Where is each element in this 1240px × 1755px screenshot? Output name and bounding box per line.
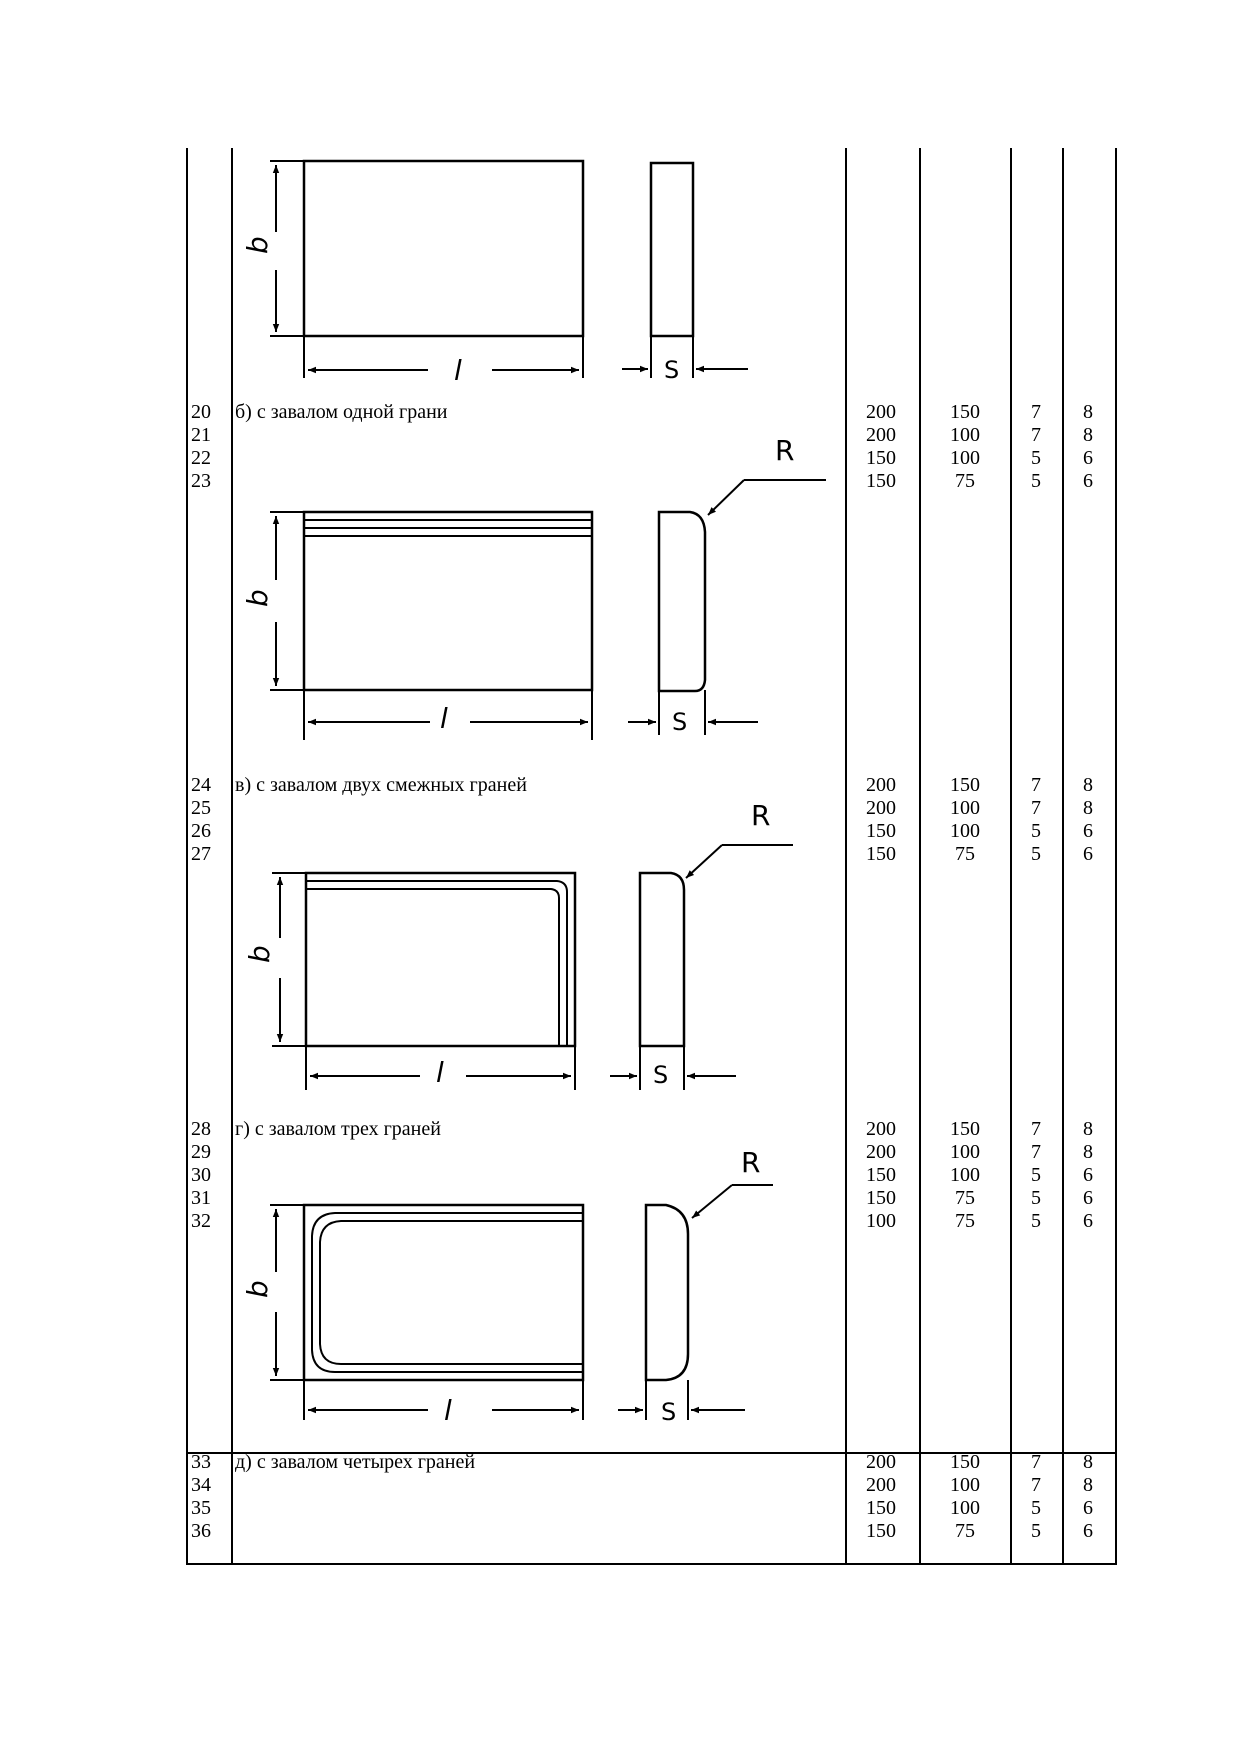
row-number: 24 — [191, 774, 211, 796]
row-number: 21 — [191, 424, 211, 446]
cell-value: 200 — [866, 424, 896, 446]
dimension-label-b: b — [241, 1280, 274, 1298]
dimension-label-l: l — [454, 354, 462, 387]
cell-value: 5 — [1031, 1164, 1041, 1186]
cell-value: 6 — [1083, 1520, 1093, 1542]
dimension-label-l: l — [444, 1394, 452, 1427]
cell-value: 200 — [866, 1474, 896, 1496]
cell-value: 200 — [866, 774, 896, 796]
dimension-label-r: R — [751, 799, 771, 832]
row-label: в) с завалом двух смежных граней — [235, 774, 527, 796]
row-number: 28 — [191, 1118, 211, 1140]
cell-value: 100 — [950, 1497, 980, 1519]
cell-value: 5 — [1031, 1520, 1041, 1542]
row-number: 27 — [191, 843, 211, 865]
cell-value: 5 — [1031, 843, 1041, 865]
cell-value: 5 — [1031, 1497, 1041, 1519]
cell-value: 150 — [866, 447, 896, 469]
cell-value: 75 — [955, 1210, 975, 1232]
row-label: д) с завалом четырех граней — [235, 1451, 476, 1473]
cell-value: 150 — [866, 1187, 896, 1209]
cell-value: 6 — [1083, 820, 1093, 842]
cell-value: 150 — [866, 1520, 896, 1542]
row-label: б) с завалом одной грани — [235, 401, 448, 423]
cell-value: 200 — [866, 1118, 896, 1140]
cell-value: 7 — [1031, 797, 1041, 819]
row-number: 36 — [191, 1520, 211, 1542]
cell-value: 8 — [1083, 424, 1093, 446]
cell-value: 150 — [866, 1497, 896, 1519]
cell-value: 7 — [1031, 424, 1041, 446]
cell-value: 150 — [866, 470, 896, 492]
cell-value: 7 — [1031, 401, 1041, 423]
cell-value: 200 — [866, 1451, 896, 1473]
tile-drawing-plain — [270, 161, 748, 378]
dimension-label-r: R — [741, 1146, 761, 1179]
row-number: 33 — [191, 1451, 211, 1473]
row-number: 20 — [191, 401, 211, 423]
cell-value: 7 — [1031, 1451, 1041, 1473]
cell-value: 5 — [1031, 820, 1041, 842]
row-label: г) с завалом трех граней — [235, 1118, 441, 1140]
cell-value: 150 — [950, 1451, 980, 1473]
dimension-label-l: l — [436, 1056, 444, 1089]
cell-value: 5 — [1031, 447, 1041, 469]
dimension-label-l: l — [440, 702, 448, 735]
cell-value: 8 — [1083, 1141, 1093, 1163]
cell-value: 8 — [1083, 774, 1093, 796]
cell-value: 7 — [1031, 1118, 1041, 1140]
dimension-label-s: S — [672, 708, 688, 736]
cell-value: 100 — [950, 820, 980, 842]
row-number: 29 — [191, 1141, 211, 1163]
cell-value: 150 — [866, 820, 896, 842]
cell-value: 150 — [950, 401, 980, 423]
row-number: 22 — [191, 447, 211, 469]
cell-value: 7 — [1031, 1474, 1041, 1496]
row-number: 31 — [191, 1187, 211, 1209]
cell-value: 8 — [1083, 1451, 1093, 1473]
dimension-label-s: S — [661, 1398, 677, 1426]
cell-value: 8 — [1083, 797, 1093, 819]
cell-value: 100 — [950, 424, 980, 446]
cell-value: 200 — [866, 1141, 896, 1163]
row-number: 26 — [191, 820, 211, 842]
cell-value: 100 — [950, 447, 980, 469]
cell-value: 7 — [1031, 1141, 1041, 1163]
row-number: 23 — [191, 470, 211, 492]
dimension-label-r: R — [775, 434, 795, 467]
cell-value: 8 — [1083, 401, 1093, 423]
cell-value: 5 — [1031, 470, 1041, 492]
tile-drawing-three-edges — [270, 1185, 773, 1420]
cell-value: 7 — [1031, 774, 1041, 796]
cell-value: 6 — [1083, 1164, 1093, 1186]
tile-drawing-one-edge — [270, 480, 826, 740]
row-number: 25 — [191, 797, 211, 819]
cell-value: 150 — [866, 1164, 896, 1186]
dimension-label-s: S — [664, 356, 680, 384]
cell-value: 6 — [1083, 1210, 1093, 1232]
cell-value: 6 — [1083, 470, 1093, 492]
cell-value: 75 — [955, 470, 975, 492]
cell-value: 6 — [1083, 447, 1093, 469]
row-number: 34 — [191, 1474, 211, 1496]
cell-value: 5 — [1031, 1187, 1041, 1209]
cell-value: 75 — [955, 1187, 975, 1209]
cell-value: 100 — [950, 1141, 980, 1163]
cell-value: 200 — [866, 797, 896, 819]
row-number: 32 — [191, 1210, 211, 1232]
cell-value: 6 — [1083, 1187, 1093, 1209]
cell-value: 6 — [1083, 843, 1093, 865]
cell-value: 150 — [950, 1118, 980, 1140]
cell-value: 100 — [950, 1164, 980, 1186]
cell-value: 8 — [1083, 1118, 1093, 1140]
cell-value: 75 — [955, 1520, 975, 1542]
tile-drawing-two-edges — [272, 845, 793, 1090]
cell-value: 6 — [1083, 1497, 1093, 1519]
dimension-label-b: b — [241, 589, 274, 607]
dimension-label-b: b — [243, 945, 276, 963]
cell-value: 100 — [950, 797, 980, 819]
cell-value: 100 — [866, 1210, 896, 1232]
dimension-label-b: b — [241, 236, 274, 254]
row-number: 35 — [191, 1497, 211, 1519]
cell-value: 8 — [1083, 1474, 1093, 1496]
cell-value: 150 — [866, 843, 896, 865]
cell-value: 5 — [1031, 1210, 1041, 1232]
dimension-label-s: S — [653, 1061, 669, 1089]
row-number: 30 — [191, 1164, 211, 1186]
cell-value: 75 — [955, 843, 975, 865]
cell-value: 100 — [950, 1474, 980, 1496]
cell-value: 200 — [866, 401, 896, 423]
cell-value: 150 — [950, 774, 980, 796]
